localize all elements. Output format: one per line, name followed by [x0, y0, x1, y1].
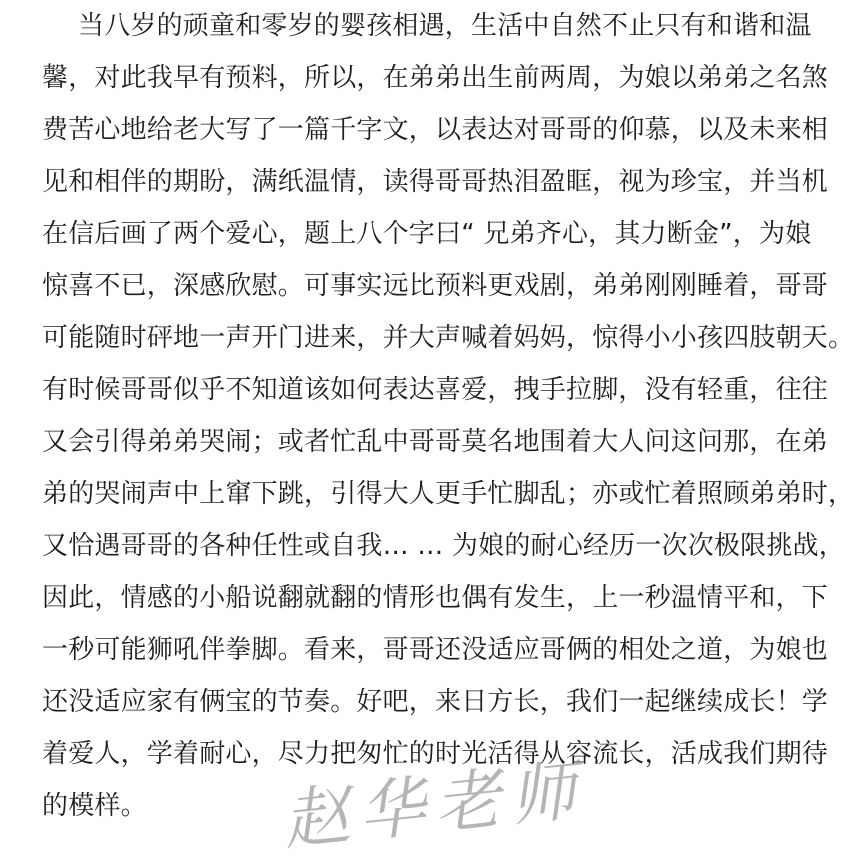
text-line: 有时候哥哥似乎不知道该如何表达喜爱，拽手拉脚，没有轻重，往往 — [42, 375, 829, 405]
text-line: 又会引得弟弟哭闹；或者忙乱中哥哥莫名地围着大人问这问那，在弟 — [42, 427, 829, 457]
text-line: 惊喜不已，深感欣慰。可事实远比预料更戏剧，弟弟刚刚睡着，哥哥 — [42, 271, 829, 301]
text-line: 在信后画了两个爱心，题上八个字曰“ 兄弟齐心，其力断金”，为娘 — [42, 219, 812, 249]
text-line: 一秒可能狮吼伴拳脚。看来，哥哥还没适应哥俩的相处之道，为娘也 — [42, 635, 829, 665]
text-line: 还没适应家有俩宝的节奏。好吧，来日方长，我们一起继续成长！学 — [42, 687, 829, 717]
article-paragraph — [42, 0, 854, 832]
author-watermark: 赵华老师 — [279, 751, 590, 860]
text-line: 又恰遇哥哥的各种任性或自我… … 为娘的耐心经历一次次极限挑战， — [42, 531, 845, 561]
text-line: 的模样。 — [42, 791, 147, 821]
text-line: 可能随时砰地一声开门进来，并大声喊着妈妈，惊得小小孩四肢朝天。 — [42, 323, 854, 353]
text-line: 弟的哭闹声中上窜下跳，引得大人更手忙脚乱；亦或忙着照顾弟弟时， — [42, 479, 854, 509]
text-line: 因此，情感的小船说翻就翻的情形也偶有发生，上一秒温情平和，下 — [42, 583, 829, 613]
text-line: 见和相伴的期盼，满纸温情，读得哥哥热泪盈眶，视为珍宝，并当机 — [42, 167, 829, 197]
text-line: 着爱人，学着耐心，尽力把匆忙的时光活得从容流长，活成我们期待 — [42, 739, 829, 769]
text-line: 费苦心地给老大写了一篇千字文，以表达对哥哥的仰慕，以及未来相 — [42, 115, 829, 145]
text-line: 当八岁的顽童和零岁的婴孩相遇，生活中自然不止只有和谐和温 — [78, 11, 812, 41]
text-line: 馨，对此我早有预料，所以，在弟弟出生前两周，为娘以弟弟之名煞 — [42, 63, 829, 93]
